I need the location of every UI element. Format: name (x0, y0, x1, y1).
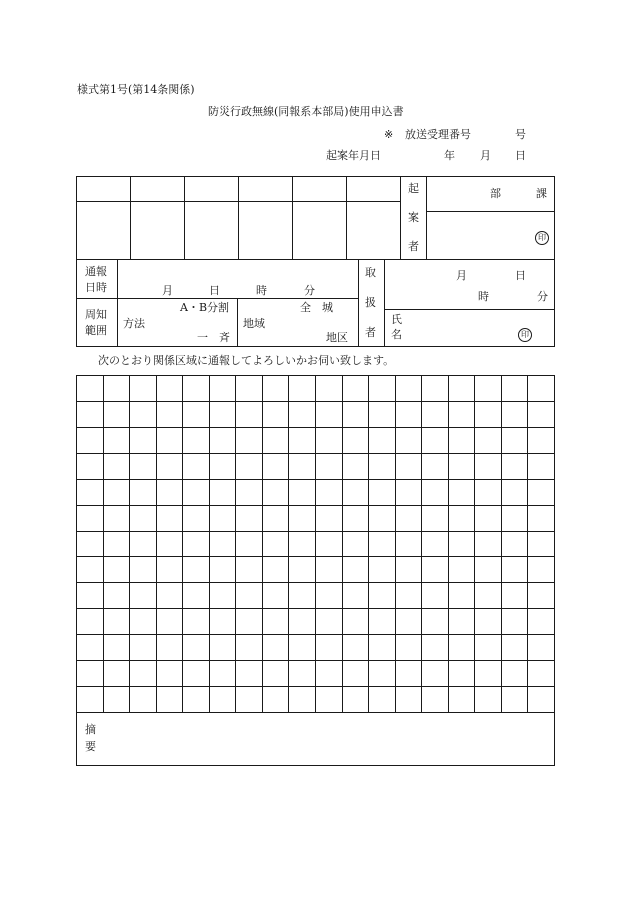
grid-vertical-line (129, 375, 130, 712)
grid-vertical-line (235, 375, 236, 712)
grid-vertical-line (262, 375, 263, 712)
handler-minute: 分 (537, 290, 548, 303)
drafter-char-3: 者 (408, 240, 419, 253)
draft-year: 年 (444, 149, 455, 162)
grid-horizontal-line (76, 556, 555, 557)
grid-vertical-line (76, 375, 77, 712)
request-text: 次のとおり関係区域に通報してよろしいかお伺い致します。 (98, 354, 395, 367)
handler-char-3: 者 (365, 326, 376, 339)
grid-horizontal-line (76, 427, 555, 428)
notice-day: 日 (209, 284, 220, 297)
drafter-char-2: 案 (408, 211, 419, 224)
handler-hour: 時 (478, 290, 489, 303)
document-title: 防災行政無線(同報系本部局)使用申込書 (208, 105, 404, 118)
handler-name-label-1: 氏 (391, 313, 402, 326)
summary-label-2: 要 (85, 740, 96, 753)
grid-vertical-line (182, 375, 183, 712)
draft-date-label: 起案年月日 (326, 149, 381, 162)
grid-horizontal-line (76, 479, 555, 480)
grid-vertical-line (342, 375, 343, 712)
notice-minute: 分 (304, 284, 315, 297)
grid-horizontal-line (76, 608, 555, 609)
grid-vertical-line (501, 375, 502, 712)
notice-datetime-label-2: 日時 (85, 281, 107, 294)
grid-horizontal-line (76, 453, 555, 454)
grid-vertical-line (421, 375, 422, 712)
drafter-char-1: 起 (408, 182, 419, 195)
grid-horizontal-line (76, 686, 555, 687)
handler-month: 月 (456, 269, 467, 282)
handler-char-1: 取 (365, 266, 376, 279)
area-district: 地区 (326, 331, 348, 344)
handler-seal-icon: 印 (518, 328, 532, 342)
dept-label: 部 (490, 187, 501, 200)
area-label: 地域 (243, 317, 265, 330)
grid-horizontal-line (76, 401, 555, 402)
summary-label-1: 摘 (85, 723, 96, 736)
section-label: 課 (536, 187, 547, 200)
grid-horizontal-line (76, 505, 555, 506)
drafter-seal-icon: 印 (535, 231, 549, 245)
grid-vertical-line (368, 375, 369, 712)
grid-horizontal-line (76, 634, 555, 635)
form-number: 様式第1号(第14条関係) (77, 83, 195, 96)
grid-vertical-line (527, 375, 528, 712)
grid-horizontal-line (76, 531, 555, 532)
grid-vertical-line (156, 375, 157, 712)
handler-day: 日 (515, 269, 526, 282)
asterisk-mark: ※ (384, 128, 394, 141)
grid-vertical-line (554, 375, 555, 712)
grid-horizontal-line (76, 660, 555, 661)
method-all-at-once: 一 斉 (197, 331, 230, 344)
method-ab-split: A・B分割 (180, 301, 230, 314)
notice-hour: 時 (256, 284, 267, 297)
notice-range-label-1: 周知 (85, 308, 107, 321)
grid-vertical-line (209, 375, 210, 712)
grid-horizontal-line (76, 582, 555, 583)
method-label: 方法 (123, 317, 145, 330)
grid-vertical-line (315, 375, 316, 712)
notice-month: 月 (162, 284, 173, 297)
grid-vertical-line (395, 375, 396, 712)
grid-vertical-line (474, 375, 475, 712)
area-all: 全 城 (300, 301, 333, 314)
notice-datetime-label-1: 通報 (85, 265, 107, 278)
number-suffix: 号 (515, 128, 526, 141)
handler-name-label-2: 名 (391, 328, 402, 341)
broadcast-number-label: 放送受理番号 (405, 128, 471, 141)
grid-vertical-line (103, 375, 104, 712)
draft-day: 日 (515, 149, 526, 162)
grid-horizontal-line (76, 375, 555, 376)
handler-char-2: 扱 (365, 296, 376, 309)
grid-vertical-line (288, 375, 289, 712)
grid-vertical-line (448, 375, 449, 712)
notice-range-label-2: 範囲 (85, 324, 107, 337)
draft-month: 月 (480, 149, 491, 162)
